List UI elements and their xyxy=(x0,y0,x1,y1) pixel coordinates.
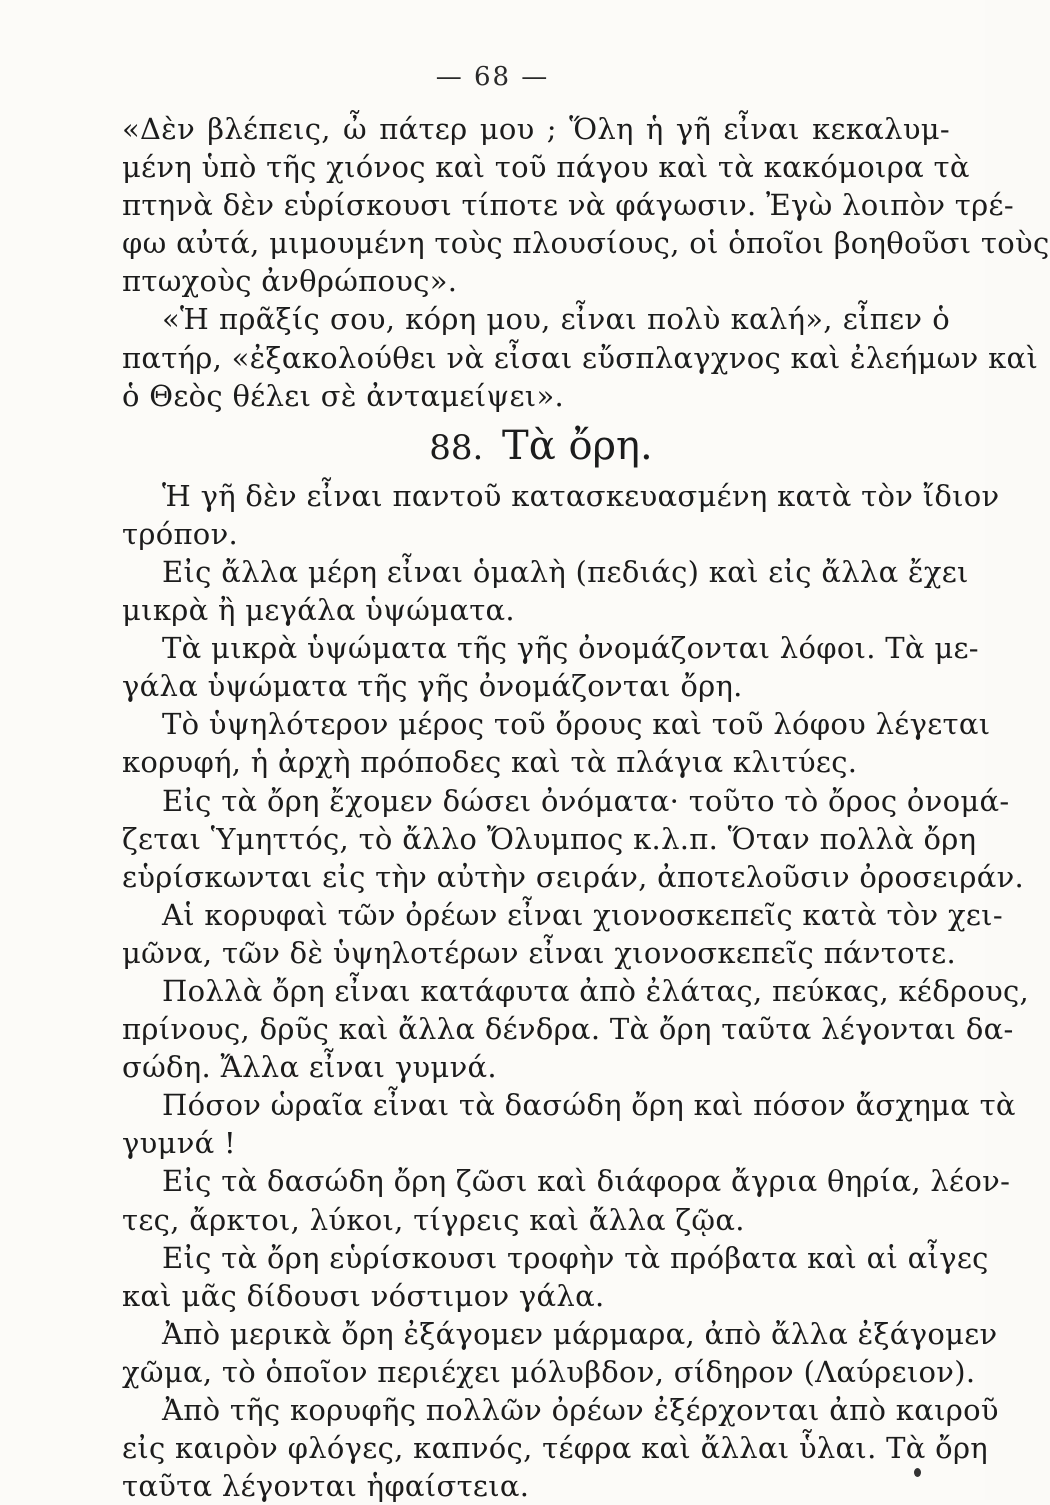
text-line: ταῦτα λέγονται ἡφαίστεια. xyxy=(122,1469,530,1504)
text-line: γυμνά ! xyxy=(122,1126,236,1161)
text-line: Ἡ γῆ δὲν εἶναι παντοῦ κατασκευασμένη κατὰ τὸν ἴδιον xyxy=(162,478,1000,513)
text-line: κορυφή, ἡ ἀρχὴ πρόποδες καὶ τὰ πλάγια κλιτύες. xyxy=(122,745,858,780)
text-line: Αἱ κορυφαὶ τῶν ὀρέων εἶναι χιονοσκεπεῖς κατὰ τὸν χει- xyxy=(162,897,1003,932)
text-line: γάλα ὑψώματα τῆς γῆς ὀνομάζονται ὄρη. xyxy=(122,669,743,704)
text-line: τρόπον. xyxy=(122,516,239,551)
text-line: μένη ὑπὸ τῆς χιόνος καὶ τοῦ πάγου καὶ τὰ κακόμοιρα τὰ xyxy=(122,150,970,185)
text-line: πατήρ, «ἐξακολούθει νὰ εἶσαι εὔσπλαγχνος καὶ ἐλεήμων καὶ xyxy=(122,340,1039,375)
text-line: πρίνους, δρῦς καὶ ἄλλα δένδρα. Τὰ ὄρη ταῦτα λέγονται δα- xyxy=(122,1012,1014,1047)
text-line: εἰς καιρὸν φλόγες, καπνός, τέφρα καὶ ἄλλαι ὗλαι. Τὰ ὄρη xyxy=(122,1431,988,1466)
text-line: ζεται Ὑμηττός, τὸ ἄλλο Ὄλυμπος κ.λ.π. Ὅταν πολλὰ ὄρη xyxy=(122,821,977,856)
text-line: «Ἡ πρᾶξίς σου, κόρη μου, εἶναι πολὺ καλή», εἶπεν ὁ xyxy=(162,302,950,337)
text-line: μικρὰ ἢ μεγάλα ὑψώματα. xyxy=(122,593,515,628)
page-number: — 68 — xyxy=(435,62,550,92)
text-block xyxy=(122,110,1050,1505)
text-line: καὶ μᾶς δίδουσι νόστιμον γάλα. xyxy=(122,1278,605,1313)
text-line: Ἀπὸ μερικὰ ὄρη ἐξάγομεν μάρμαρα, ἀπὸ ἄλλα ἐξάγομεν xyxy=(162,1316,998,1351)
text-line: σώδη. Ἄλλα εἶναι γυμνά. xyxy=(122,1050,497,1085)
text-line: «Δὲν βλέπεις, ὦ πάτερ μου ; Ὅλη ἡ γῆ εἶναι κεκαλυμ- xyxy=(122,112,950,146)
section-heading xyxy=(122,415,950,477)
text-line: εὑρίσκωνται εἰς τὴν αὐτὴν σειράν, ἀποτελοῦσιν ὀροσειράν. xyxy=(122,859,1025,894)
text-line: Τὸ ὑψηλότερον μέρος τοῦ ὄρους καὶ τοῦ λόφου λέγεται xyxy=(162,707,991,742)
ink-speck xyxy=(914,1468,921,1477)
text-line: Εἰς τὰ ὄρη ἔχομεν δώσει ὀνόματα· τοῦτο τὸ ὄρος ὀνομά- xyxy=(162,783,1010,818)
text-line: Ἀπὸ τῆς κορυφῆς πολλῶν ὀρέων ἐξέρχονται ἀπὸ καιροῦ xyxy=(162,1393,999,1427)
text-line: Εἰς ἄλλα μέρη εἶναι ὁμαλὴ (πεδιάς) καὶ εἰς ἄλλα ἔχει xyxy=(162,554,969,589)
text-line: φω αὐτά, μιμουμένη τοὺς πλουσίους, οἱ ὁποῖοι βοηθοῦσι τοὺς xyxy=(122,226,1050,261)
text-line: Πόσον ὡραῖα εἶναι τὰ δασώδη ὄρη καὶ πόσον ἄσχημα τὰ xyxy=(162,1088,1016,1123)
section-title: Τὰ ὄρη. xyxy=(502,422,653,469)
text-line: μῶνα, τῶν δὲ ὑψηλοτέρων εἶναι χιονοσκεπεῖς πάντοτε. xyxy=(122,935,957,970)
text-line: τες, ἄρκτοι, λύκοι, τίγρεις καὶ ἄλλα ζῷα. xyxy=(122,1202,745,1237)
text-line: Πολλὰ ὄρη εἶναι κατάφυτα ἀπὸ ἐλάτας, πεύκας, κέδρους, xyxy=(162,973,1030,1008)
text-line: ὁ Θεὸς θέλει σὲ ἀνταμείψει». xyxy=(122,378,565,413)
section-number: 88. xyxy=(429,427,484,468)
text-line: πτωχοὺς ἀνθρώπους». xyxy=(122,264,458,299)
text-line: Εἰς τὰ ὄρη εὑρίσκουσι τροφὴν τὰ πρόβατα καὶ αἱ αἶγες xyxy=(162,1240,989,1275)
text-line: χῶμα, τὸ ὁποῖον περιέχει μόλυβδον, σίδηρον (Λαύρειον). xyxy=(122,1354,976,1389)
text-line: πτηνὰ δὲν εὑρίσκουσι τίποτε νὰ φάγωσιν. Ἐγὼ λοιπὸν τρέ- xyxy=(122,188,1014,223)
text-line: Τὰ μικρὰ ὑψώματα τῆς γῆς ὀνομάζονται λόφοι. Τὰ με- xyxy=(162,631,979,666)
text-line: Εἰς τὰ δασώδη ὄρη ζῶσι καὶ διάφορα ἄγρια θηρία, λέον- xyxy=(162,1164,1011,1199)
